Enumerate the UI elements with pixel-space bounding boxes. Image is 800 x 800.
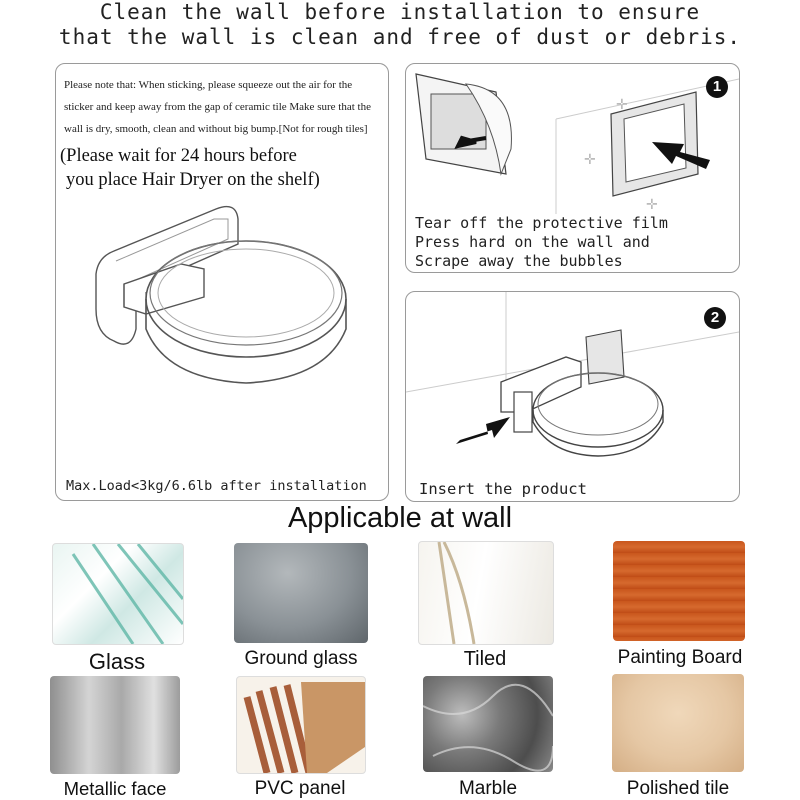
metallic-face-swatch <box>50 676 180 774</box>
painting-board-swatch <box>613 541 745 641</box>
header-line-2: that the wall is clean and free of dust or debris. <box>58 25 742 49</box>
step-1-instructions <box>415 214 668 271</box>
hair-dryer-holder-illustration <box>86 189 366 389</box>
surface-label-metallic-face: Metallic face <box>63 778 167 799</box>
tiled-swatch <box>418 541 554 645</box>
surface-label-ground-glass: Ground glass <box>244 648 358 669</box>
step-2-illustration <box>406 292 739 472</box>
installation-note: Please note that: When sticking, please squeeze out the air for the sticker and keep away from the gap of ceramic tile Make sure that the wall is dry, smooth, clean and without big bump.[Not for rough tiles] <box>64 79 371 135</box>
step-2-caption: Insert the product <box>419 480 587 498</box>
wait-notice-line-2: you place Hair Dryer on the shelf) <box>66 170 320 190</box>
polished-tile-swatch <box>612 674 744 772</box>
installation-note-panel <box>55 63 389 501</box>
surface-label-tiled: Tiled <box>463 648 507 670</box>
step-1-badge: 1 <box>706 76 728 98</box>
step-1-panel <box>405 63 740 273</box>
ground-glass-swatch <box>234 543 368 643</box>
svg-text:✛: ✛ <box>584 152 596 168</box>
header-line-1: Clean the wall before installation to ensure <box>99 0 701 24</box>
step-1-line-3: Scrape away the bubbles <box>415 252 623 270</box>
applicable-title: Applicable at wall <box>287 502 513 534</box>
wait-notice <box>60 144 388 192</box>
step-1-line-2: Press hard on the wall and <box>415 233 650 251</box>
surface-label-pvc-panel: PVC panel <box>254 778 346 799</box>
step-1-illustration <box>406 64 739 214</box>
surface-label-painting-board: Painting Board <box>617 647 743 668</box>
surface-label-marble: Marble <box>458 778 518 799</box>
surface-label-polished-tile: Polished tile <box>626 778 730 799</box>
max-load-note: Max.Load<3kg/6.6lb after installation <box>66 478 367 494</box>
wait-notice-line-1: (Please wait for 24 hours before <box>60 146 297 166</box>
header-instruction <box>0 0 800 50</box>
step-1-line-1: Tear off the protective film <box>415 214 668 232</box>
step-2-badge: 2 <box>704 307 726 329</box>
svg-text:✛: ✛ <box>646 197 658 213</box>
step-2-panel <box>405 291 740 502</box>
marble-swatch <box>423 676 553 772</box>
svg-text:✛: ✛ <box>616 97 628 113</box>
pvc-panel-swatch <box>236 676 366 774</box>
glass-swatch <box>52 543 184 645</box>
surface-label-glass: Glass <box>88 649 146 674</box>
